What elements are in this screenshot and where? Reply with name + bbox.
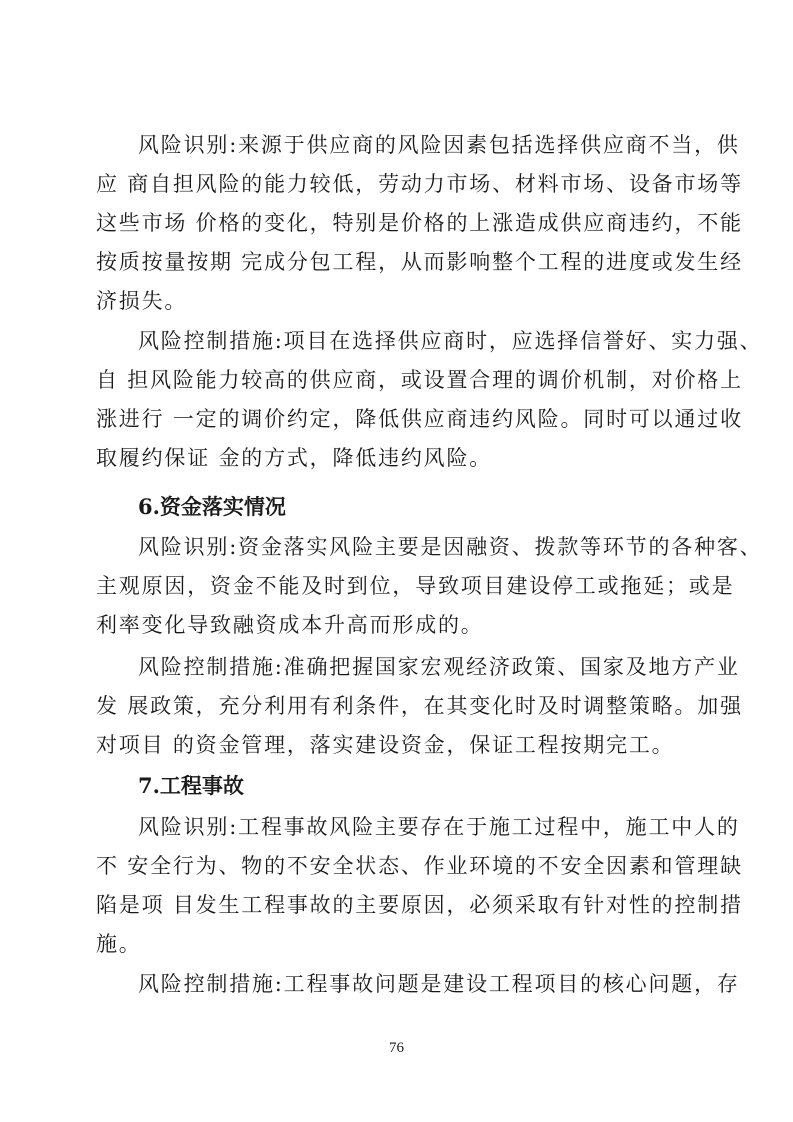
text-line: 风险识别:工程事故风险主要存在于施工过程中，施工中人的 <box>138 815 740 839</box>
text-line: 风险控制措施:项目在选择供应商时，应选择信誉好、实力强、 <box>138 329 763 353</box>
paragraph-supplier-risk-control <box>96 322 763 478</box>
text-line: 取履约保证 金的方式，降低违约风险。 <box>96 446 493 470</box>
text-line: 不 安全行为、物的不安全状态、作业环境的不安全因素和管理缺 <box>96 854 743 878</box>
section-heading: 7.工程事故 <box>138 773 244 798</box>
text-line: 涨进行 一定的调价约定，降低供应商违约风险。同时可以通过收 <box>96 407 743 431</box>
paragraph-funding-risk-identification <box>96 528 763 645</box>
text-line: 施。 <box>96 932 142 956</box>
text-line: 应 商自担风险的能力较低，劳动力市场、材料市场、设备市场等 <box>96 172 743 196</box>
paragraph-accident-risk-control <box>96 965 740 1004</box>
text-line: 风险控制措施:工程事故问题是建设工程项目的核心问题，存 <box>138 972 740 996</box>
text-line: 对项目 的资金管理，落实建设资金，保证工程按期完工。 <box>96 733 675 757</box>
text-line: 风险识别:来源于供应商的风险因素包括选择供应商不当，供 <box>138 133 740 157</box>
paragraph-funding-risk-control <box>96 648 743 765</box>
text-line: 风险识别:资金落实风险主要是因融资、拨款等环节的各种客、 <box>138 535 763 559</box>
text-line: 自 担风险能力较高的供应商，或设置合理的调价机制，对价格上 <box>96 368 743 392</box>
page-number: 76 <box>389 1040 404 1056</box>
text-line: 主观原因，资金不能及时到位，导致项目建设停工或拖延；或是 <box>96 574 735 598</box>
text-line: 陷是项 目发生工程事故的主要原因，必须采取有针对性的控制措 <box>96 893 743 917</box>
paragraph-accident-risk-identification <box>96 808 743 964</box>
text-line: 发 展政策，充分利用有利条件，在其变化时及时调整策略。加强 <box>96 694 743 718</box>
text-line: 济损失。 <box>96 289 188 313</box>
text-line: 按质按量按期 完成分包工程，从而影响整个工程的进度或发生经 <box>96 250 743 274</box>
section-heading-funding <box>96 487 700 526</box>
section-heading-accident <box>96 766 700 805</box>
section-heading: 6.资金落实情况 <box>138 494 286 519</box>
text-line: 风险控制措施:准确把握国家宏观经济政策、国家及地方产业 <box>138 655 740 679</box>
text-line: 这些市场 价格的变化，特别是价格的上涨造成供应商违约，不能 <box>96 211 743 235</box>
text-line: 利率变化导致融资成本升高而形成的。 <box>96 613 484 637</box>
paragraph-supplier-risk-identification <box>96 126 743 321</box>
